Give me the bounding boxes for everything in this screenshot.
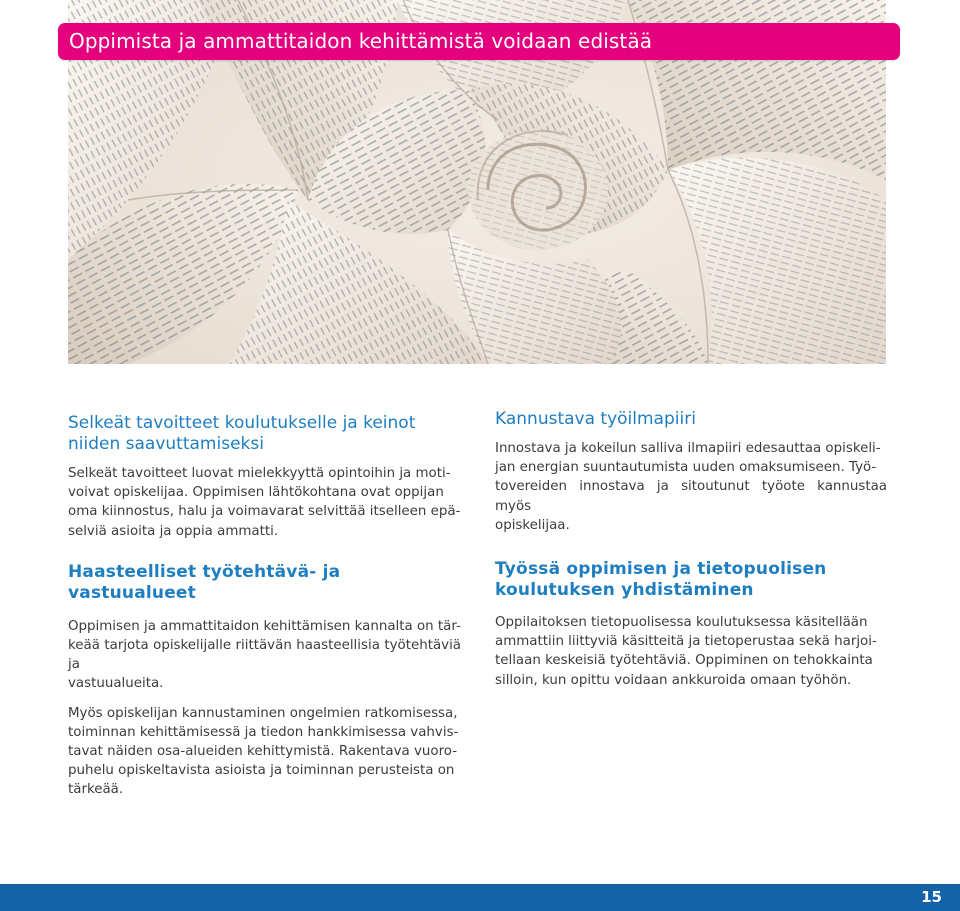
page-number: 15: [921, 888, 942, 906]
text-line: tavat näiden osa-alueiden kehittymistä. Rakentava vuoro-: [68, 744, 458, 760]
text-line: keää tarjota opiskelijalle riittävän haasteellisia työtehtäviä ja: [68, 638, 461, 673]
text-line: oma kiinnostus, halu ja voimavarat selvittää itselleen epä-: [68, 504, 461, 520]
text-line: puhelu opiskeltavista asioista ja toiminnan perusteista on: [68, 763, 455, 779]
paragraph-combining-learning: [495, 613, 887, 690]
paragraph-work-atmosphere: [495, 439, 887, 535]
right-column: [495, 409, 887, 690]
text-line: Myös opiskelijan kannustaminen ongelmien ratkomisessa,: [68, 705, 458, 721]
text-line: silloin, kun opittu voidaan ankkuroida omaan työhön.: [495, 672, 852, 688]
text-line: Oppilaitoksen tietopuolisessa koulutuksessa käsitellään: [495, 615, 868, 631]
section-heading-combining-learning: [495, 559, 887, 601]
paragraph-challenging-tasks: [68, 617, 461, 694]
text-line: opiskelijaa.: [495, 517, 570, 533]
rose-center: [468, 130, 608, 250]
paragraph-student-encouragement: [68, 704, 461, 800]
text-line: tovereiden innostava ja sitoutunut työote kannustaa myös: [495, 479, 887, 514]
text-line: Oppimisen ja ammattitaidon kehittämisen kannalta on tär-: [68, 618, 461, 634]
text-line: selviä asioita ja oppia ammatti.: [68, 523, 279, 539]
text-line: ammattiin liittyviä käsitteitä ja tietoperustaa sekä harjoi-: [495, 634, 877, 650]
text-line: toiminnan kehittämisessä ja tiedon hankkimisessa vahvis-: [68, 724, 459, 740]
heading-line: Selkeät tavoitteet koulutukselle ja keinot: [68, 413, 416, 433]
section-heading-challenging-tasks: Haasteelliset työtehtävä- ja vastuualueet: [68, 561, 341, 603]
heading-line: niiden saavuttamiseksi: [68, 434, 264, 454]
footer-bar: [0, 884, 960, 911]
text-line: voivat opiskelijaa. Oppimisen lähtökohtana ovat oppijan: [68, 485, 444, 501]
text-line: Innostava ja kokeilun salliva ilmapiiri edesauttaa opiskeli-: [495, 441, 881, 456]
page-title: Oppimista ja ammattitaidon kehittämistä voidaan edistää: [69, 29, 653, 53]
text-line: Selkeät tavoitteet luovat mielekkyyttä opintoihin ja moti-: [68, 466, 451, 481]
text-line: tärkeää.: [68, 782, 124, 798]
text-line: vastuualueita.: [68, 676, 164, 692]
heading-line: Työssä oppimisen ja tietopuolisen: [495, 559, 827, 580]
section-heading-work-atmosphere: Kannustava työilmapiiri: [495, 409, 696, 429]
section-heading-clear-goals: [68, 413, 461, 455]
paragraph-clear-goals: [68, 464, 461, 541]
title-bar: [58, 23, 900, 60]
heading-line: koulutuksen yhdistäminen: [495, 580, 754, 601]
left-column: [68, 413, 461, 800]
text-line: tellaan keskeisiä työtehtäviä. Oppiminen on tehokkainta: [495, 653, 873, 669]
text-line: jan energian suuntautumista uuden omaksumiseen. Työ-: [495, 460, 877, 476]
